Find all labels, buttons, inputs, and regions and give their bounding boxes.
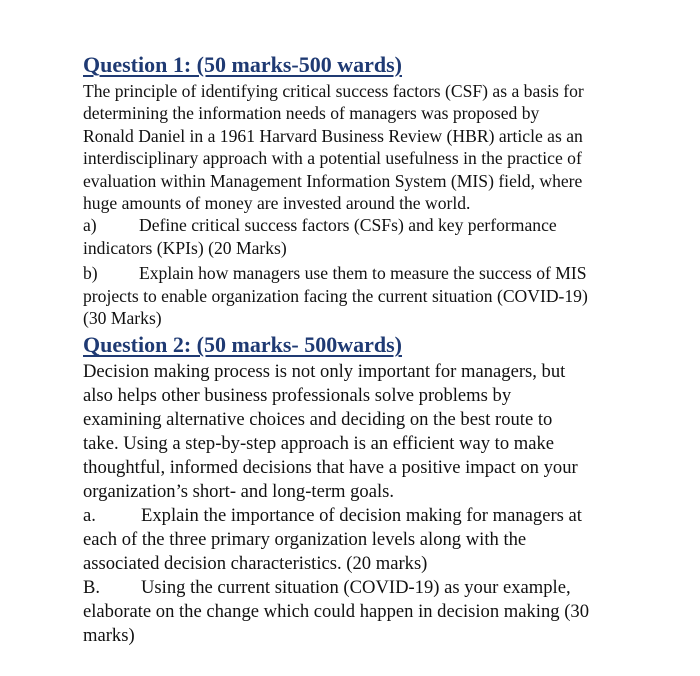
text-line: elaborate on the change which could happen in decision making (30 bbox=[83, 601, 589, 623]
question-1-intro bbox=[83, 80, 658, 214]
list-marker: B. bbox=[83, 577, 101, 599]
text-line: The principle of identifying critical success factors (CSF) as a basis for bbox=[83, 81, 584, 101]
text-line: Decision making process is not only important for managers, but bbox=[83, 361, 566, 383]
text-line: associated decision characteristics. (20 marks) bbox=[83, 553, 428, 575]
text-line: interdisciplinary approach with a potential usefulness in the practice of bbox=[83, 148, 582, 169]
text-line: huge amounts of money are invested around the world. bbox=[83, 193, 471, 214]
question-1-item-b bbox=[83, 262, 658, 329]
question-2-intro bbox=[83, 360, 658, 504]
text-line: marks) bbox=[83, 625, 135, 647]
text-line: Define critical success factors (CSFs) and key performance bbox=[139, 215, 557, 236]
question-2-item-b bbox=[83, 576, 658, 648]
text-line: examining alternative choices and deciding on the best route to bbox=[83, 409, 553, 431]
text-line: thoughtful, informed decisions that have a positive impact on your bbox=[83, 457, 578, 479]
text-line: (30 Marks) bbox=[83, 308, 162, 329]
question-1-heading: Question 1: (50 marks-500 wards) bbox=[83, 52, 402, 77]
text-line: Explain the importance of decision making for managers at bbox=[141, 505, 582, 527]
text-line: Explain how managers use them to measure the success of MIS bbox=[139, 263, 587, 284]
list-marker: a) bbox=[83, 215, 97, 236]
text-line: organization’s short- and long-term goals. bbox=[83, 481, 395, 503]
question-2-item-a bbox=[83, 504, 658, 576]
document-page bbox=[83, 50, 658, 648]
text-line: indicators (KPIs) (20 Marks) bbox=[83, 237, 287, 258]
text-line: take. Using a step-by-step approach is an efficient way to make bbox=[83, 433, 555, 455]
text-line: determining the information needs of managers was proposed by bbox=[83, 103, 540, 124]
question-1-item-a bbox=[83, 214, 658, 259]
list-marker: a. bbox=[83, 505, 96, 527]
text-line: projects to enable organization facing the current situation (COVID-19) bbox=[83, 285, 588, 306]
text-line: also helps other business professionals solve problems by bbox=[83, 385, 512, 407]
text-line: evaluation within Management Information System (MIS) field, where bbox=[83, 170, 583, 191]
question-2-body bbox=[83, 360, 658, 648]
question-1-body bbox=[83, 80, 658, 329]
text-line: each of the three primary organization levels along with the bbox=[83, 529, 527, 551]
question-2-heading: Question 2: (50 marks- 500wards) bbox=[83, 332, 402, 358]
text-line: Ronald Daniel in a 1961 Harvard Business Review (HBR) article as an bbox=[83, 125, 583, 146]
list-marker: b) bbox=[83, 263, 98, 284]
text-line: Using the current situation (COVID-19) as your example, bbox=[141, 577, 571, 599]
